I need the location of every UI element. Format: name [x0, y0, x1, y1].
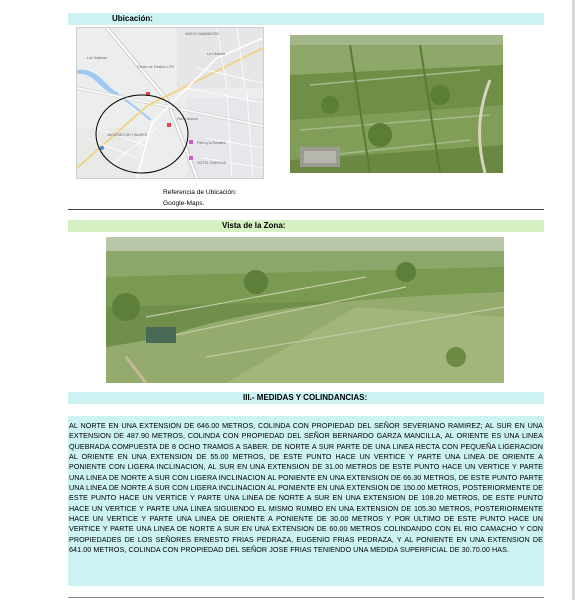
reference-line2: Google-Maps. [163, 200, 205, 207]
map-label: Petro y a Rosales [197, 141, 226, 145]
reference-underline [68, 209, 544, 210]
map-label: Plaza Aurora [177, 117, 198, 121]
aerial-photo-top [290, 35, 503, 173]
map-label: NUEVO AMANECER [185, 32, 219, 36]
vista-heading: Vista de la Zona: [222, 221, 286, 230]
map-label: HOTEL GARCIAS [197, 161, 227, 165]
vista-band [68, 220, 544, 232]
ubicacion-heading: Ubicación: [112, 14, 153, 23]
location-map [76, 27, 264, 179]
reference-line1: Referencia de Ubicación: [163, 189, 237, 196]
bottom-line [68, 597, 544, 598]
reference-caption [163, 187, 237, 209]
map-label: Centro de Gestion LPH [137, 65, 175, 69]
map-label: Los Sabinos [87, 56, 107, 60]
aerial-photo-zone [106, 237, 504, 383]
section-heading: III.- MEDIDAS Y COLINDANCIAS: [243, 393, 368, 402]
description-text: AL NORTE EN UNA EXTENSION DE 646.00 METROS, COLINDA CON PROPIEDAD DEL SEÑOR SEVERIANO RAMIREZ; AL SUR EN UNA EXTENSION DE 487.90 METROS, COLINDA CON PROPIEDAD DEL SEÑOR BERNARDO GARZA MANCILLA, AL ORIENTE ES UNA LINEA QUEBRADA COMPUESTA DE 8 OCHO TRAMOS A SABER. DE NORTE A SUR PARTE DE UNA LINEA RECTA CON PEQUEÑA LIGERACION AL ORIENTE EN UNA EXTENSION DE 55.00 METROS, DE ESTE PUNTO HACE UN VERTICE Y PARTE UNA LINEA DE ORIENTE A PONIENTE CON LIGERA INCLINACION, AL SUR EN UNA EXTENSION DE 31.00 METROS DE ESTE PUNTO HACE UN VERTICE Y PARTE UNA LINEA DE NORTE A SUR CON LIGERA INCLINACION AL PONIENTE EN UNA EXTENSION DE 66.30 METROS, DE ESTE PUNTO PARTE UNA LINEA DE NORTE A SUR CON LIGERA INCLINACION AL PONIENTE EN UNA EXTENSION DE 150.00 METROS, POSTERIORMENTE DE ESTE PUNTO HACE UN VERTICE Y PARTE UNA LINEA DE NORTE A SUR EN UNA EXTENSION DE 108.20 METROS, DE ESTE PUNTO HACE UN VERTICE Y PARTE UNA LINEA SIGUIENDO EL MISMO RUMBO EN UNA EXTENSION DE 105.30 METROS, POSTERIORMENTE HACE UN VERTICE Y PARTE UNA LINEA DE ORIENTE A PONIENTE DE 30.00 METROS Y POR ULTIMO DE ESTE PUNTO HACE UN VERTICE Y PARTE UNA LINEA DE NORTE A SUR EN UNA EXTENSION DE 60.00 METROS COLINDANDO CON EL RIO CAMACHO Y CON PROPIEDADES DE LOS SEÑORES ERNESTO FRIAS PEDRAZA, EUGENIO FRIAS PEDRAZA, Y AL PONIENTE EN UNA EXTENSION DE 641.00 METROS, COLINDA CON PROPIEDAD DEL SEÑOR JOSE FRIAS TENIENDO UNA MEDIDA SUPERFICIAL DE 30.70.00 HAS. [69, 421, 543, 555]
map-label: JARDINES DE LINARES [107, 133, 148, 137]
map-label: La Cinecita [207, 52, 225, 56]
